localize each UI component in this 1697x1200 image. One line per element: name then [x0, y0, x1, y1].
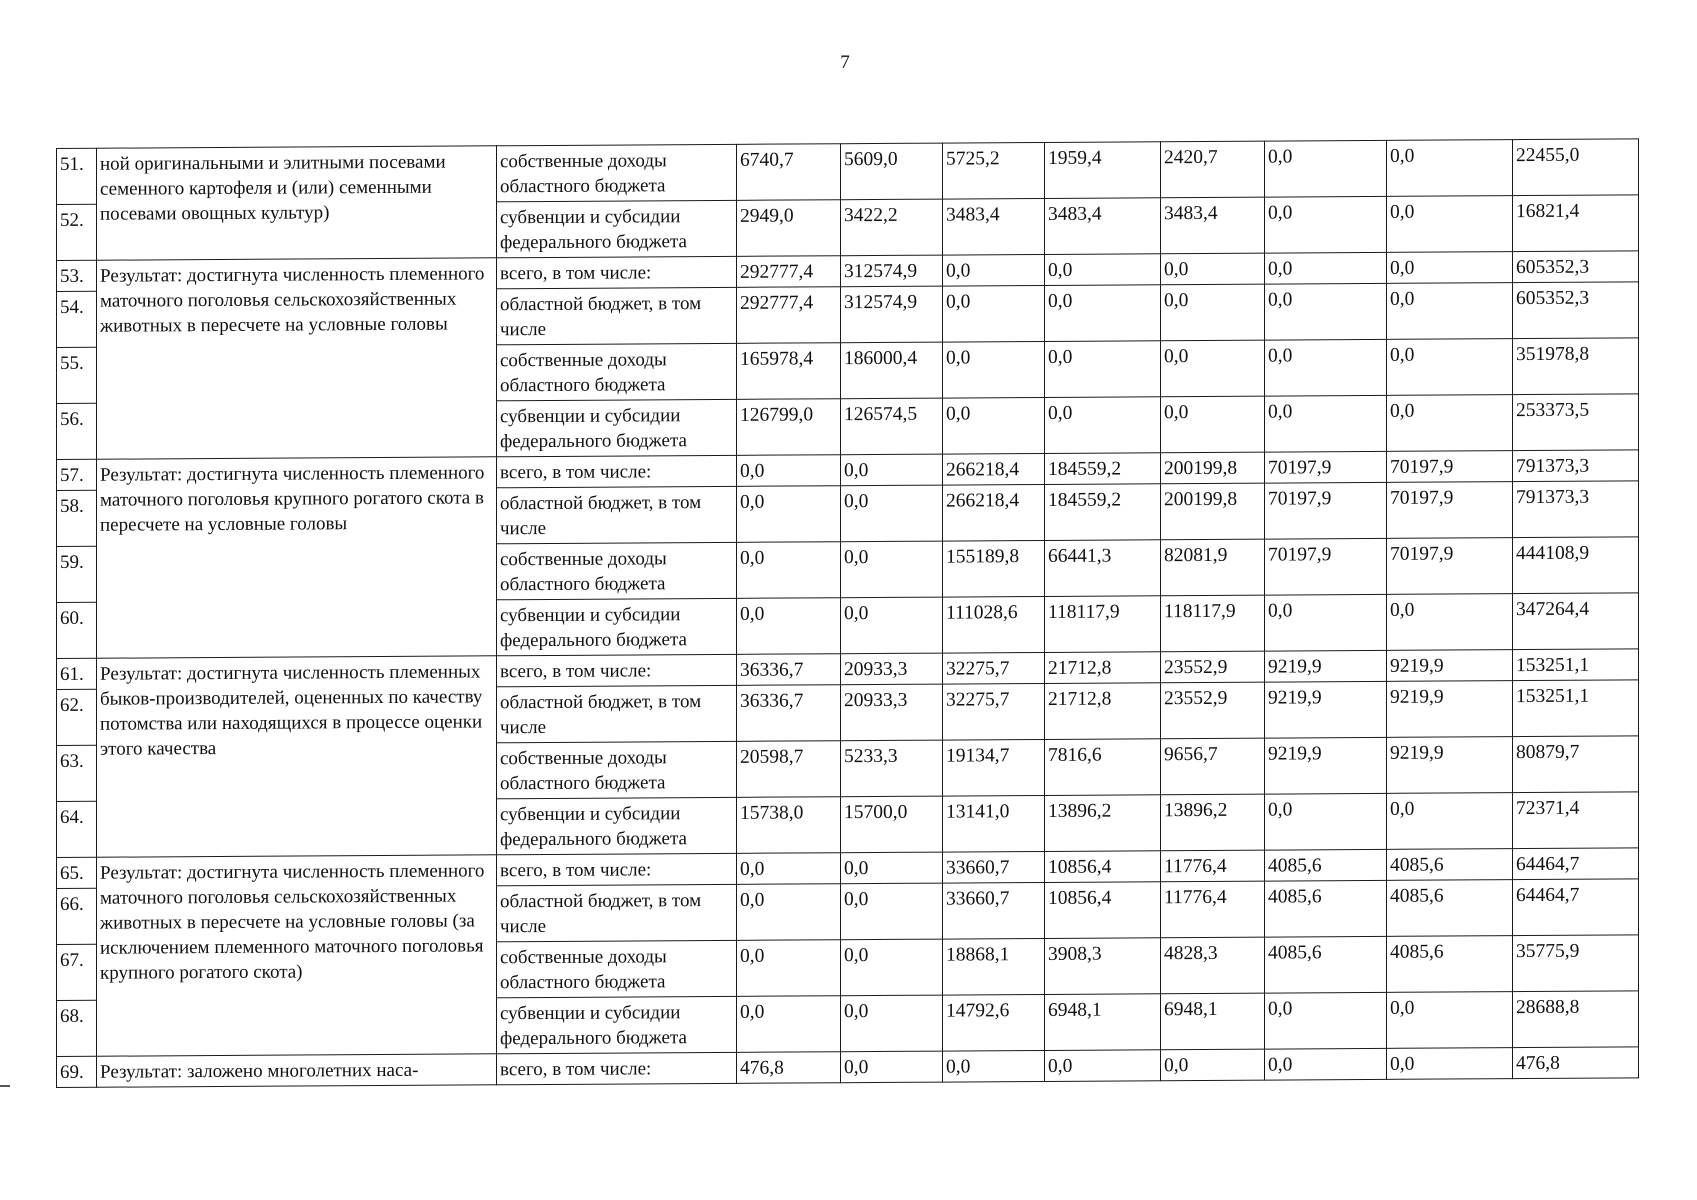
funding-source: собственные доходы областного бюджета [497, 542, 737, 599]
row-number: 65. [57, 857, 97, 888]
value-cell: 9656,7 [1161, 738, 1265, 795]
value-cell: 0,0 [1387, 793, 1513, 850]
value-cell: 6948,1 [1045, 994, 1161, 1051]
funding-source: субвенции и субсидии федерального бюджета [497, 598, 737, 655]
margin-mark [0, 1085, 10, 1087]
funding-source: всего, в том числе: [497, 1052, 737, 1084]
value-cell: 6740,7 [737, 144, 841, 201]
funding-source: субвенции и субсидии федерального бюджета [497, 797, 737, 854]
total-value-cell: 153251,1 [1513, 680, 1639, 737]
value-cell: 6948,1 [1161, 993, 1265, 1050]
value-cell: 266218,4 [943, 484, 1045, 541]
funding-source: всего, в том числе: [497, 455, 737, 487]
funding-source: собственные доходы областного бюджета [497, 741, 737, 798]
value-cell: 0,0 [1387, 1048, 1513, 1080]
value-cell: 70197,9 [1387, 538, 1513, 595]
funding-source: областной бюджет, в том числе [497, 486, 737, 543]
value-cell: 476,8 [737, 1052, 841, 1084]
value-cell: 9219,9 [1265, 681, 1387, 738]
value-cell: 7816,6 [1045, 739, 1161, 796]
value-cell: 200199,8 [1161, 452, 1265, 484]
total-value-cell: 605352,3 [1513, 251, 1639, 283]
value-cell: 4085,6 [1387, 936, 1513, 993]
value-cell: 23552,9 [1161, 651, 1265, 683]
value-cell: 0,0 [1265, 793, 1387, 850]
row-number: 67. [57, 944, 97, 1000]
value-cell: 0,0 [737, 542, 841, 599]
value-cell: 0,0 [1265, 196, 1387, 253]
value-cell: 0,0 [841, 995, 943, 1052]
value-cell: 70197,9 [1387, 482, 1513, 539]
value-cell: 32275,7 [943, 683, 1045, 740]
value-cell: 0,0 [1265, 140, 1387, 197]
value-cell: 21712,8 [1045, 652, 1161, 684]
value-cell: 4085,6 [1265, 849, 1387, 881]
value-cell: 9219,9 [1387, 737, 1513, 794]
value-cell: 23552,9 [1161, 682, 1265, 739]
value-cell: 66441,3 [1045, 540, 1161, 597]
value-cell: 3483,4 [1045, 198, 1161, 255]
total-value-cell: 791373,3 [1513, 481, 1639, 538]
value-cell: 0,0 [1045, 254, 1161, 286]
value-cell: 0,0 [1045, 1050, 1161, 1082]
value-cell: 0,0 [943, 1050, 1045, 1082]
value-cell: 18868,1 [943, 938, 1045, 995]
value-cell: 0,0 [1387, 339, 1513, 396]
row-number: 51. [57, 148, 97, 204]
value-cell: 0,0 [1161, 253, 1265, 285]
value-cell: 9219,9 [1265, 650, 1387, 682]
value-cell: 186000,4 [841, 342, 943, 399]
value-cell: 0,0 [943, 254, 1045, 286]
value-cell: 266218,4 [943, 453, 1045, 485]
value-cell: 3422,2 [841, 199, 943, 256]
value-cell: 0,0 [1045, 341, 1161, 398]
row-number: 66. [57, 888, 97, 944]
value-cell: 126799,0 [737, 399, 841, 456]
value-cell: 9219,9 [1387, 681, 1513, 738]
value-cell: 0,0 [737, 455, 841, 487]
result-description: ной оригинальными и элитными посевами семенного картофеля и (или) семенными посевами овощных культур) [97, 146, 497, 260]
value-cell: 0,0 [841, 1051, 943, 1083]
value-cell: 2949,0 [737, 200, 841, 257]
value-cell: 0,0 [1387, 140, 1513, 197]
funding-source: собственные доходы областного бюджета [497, 343, 737, 400]
row-number: 60. [57, 602, 97, 658]
value-cell: 0,0 [1387, 992, 1513, 1049]
value-cell: 0,0 [943, 285, 1045, 342]
value-cell: 126574,5 [841, 398, 943, 455]
value-cell: 200199,8 [1161, 483, 1265, 540]
total-value-cell: 80879,7 [1513, 736, 1639, 793]
value-cell: 155189,8 [943, 540, 1045, 597]
row-number: 61. [57, 658, 97, 689]
total-value-cell: 351978,8 [1513, 338, 1639, 395]
value-cell: 9219,9 [1265, 737, 1387, 794]
funding-source: субвенции и субсидии федерального бюджета [497, 200, 737, 257]
total-value-cell: 605352,3 [1513, 282, 1639, 339]
value-cell: 20933,3 [841, 653, 943, 685]
value-cell: 0,0 [1265, 1048, 1387, 1080]
value-cell: 0,0 [1265, 992, 1387, 1049]
value-cell: 0,0 [841, 541, 943, 598]
total-value-cell: 64464,7 [1513, 879, 1639, 936]
value-cell: 33660,7 [943, 851, 1045, 883]
row-number: 58. [57, 490, 97, 546]
value-cell: 0,0 [737, 486, 841, 543]
value-cell: 10856,4 [1045, 882, 1161, 939]
row-number: 57. [57, 459, 97, 490]
value-cell: 0,0 [943, 341, 1045, 398]
total-value-cell: 347264,4 [1513, 593, 1639, 650]
value-cell: 118117,9 [1161, 595, 1265, 652]
value-cell: 4085,6 [1265, 880, 1387, 937]
value-cell: 70197,9 [1387, 451, 1513, 483]
total-value-cell: 28688,8 [1513, 991, 1639, 1048]
value-cell: 184559,2 [1045, 453, 1161, 485]
value-cell: 0,0 [1387, 196, 1513, 253]
value-cell: 111028,6 [943, 596, 1045, 653]
value-cell: 3483,4 [1161, 197, 1265, 254]
value-cell: 0,0 [737, 598, 841, 655]
funding-source: субвенции и субсидии федерального бюджета [497, 399, 737, 456]
total-value-cell: 791373,3 [1513, 450, 1639, 482]
value-cell: 0,0 [841, 939, 943, 996]
funding-source: всего, в том числе: [497, 256, 737, 288]
result-description: Результат: достигнута численность племенного маточного поголовья крупного рогатого скота в пересчете на условные головы [97, 457, 497, 658]
value-cell: 0,0 [841, 597, 943, 654]
funding-source: собственные доходы областного бюджета [497, 940, 737, 997]
row-number: 64. [57, 801, 97, 857]
total-value-cell: 444108,9 [1513, 537, 1639, 594]
value-cell: 3483,4 [943, 198, 1045, 255]
row-number: 56. [57, 403, 97, 459]
value-cell: 0,0 [943, 397, 1045, 454]
row-number: 63. [57, 745, 97, 801]
value-cell: 36336,7 [737, 654, 841, 686]
value-cell: 9219,9 [1387, 650, 1513, 682]
value-cell: 4085,6 [1265, 936, 1387, 993]
row-number: 69. [57, 1056, 97, 1087]
table-row [57, 139, 1639, 205]
value-cell: 14792,6 [943, 994, 1045, 1051]
value-cell: 0,0 [841, 852, 943, 884]
value-cell: 0,0 [1045, 397, 1161, 454]
result-description: Результат: достигнута численность племенного маточного поголовья сельскохозяйственных животных в пересчете на условные головы [97, 258, 497, 459]
value-cell: 0,0 [1161, 1049, 1265, 1081]
value-cell: 5233,3 [841, 740, 943, 797]
row-number: 62. [57, 689, 97, 745]
value-cell: 13141,0 [943, 795, 1045, 852]
value-cell: 5609,0 [841, 143, 943, 200]
value-cell: 0,0 [737, 940, 841, 997]
value-cell: 11776,4 [1161, 850, 1265, 882]
value-cell: 0,0 [1161, 284, 1265, 341]
value-cell: 4085,6 [1387, 849, 1513, 881]
funding-source: областной бюджет, в том числе [497, 685, 737, 742]
budget-table [56, 138, 1639, 1088]
value-cell: 10856,4 [1045, 851, 1161, 883]
budget-table-sheet [56, 138, 1638, 1128]
value-cell: 3908,3 [1045, 938, 1161, 995]
result-description: Результат: достигнута численность племенных быков-производителей, оцененных по качеству потомства или находящихся в процессе оценки этого качества [97, 656, 497, 857]
value-cell: 36336,7 [737, 685, 841, 742]
value-cell: 70197,9 [1265, 482, 1387, 539]
total-value-cell: 72371,4 [1513, 792, 1639, 849]
total-value-cell: 35775,9 [1513, 935, 1639, 992]
row-number: 54. [57, 291, 97, 347]
page-number: 7 [840, 52, 850, 73]
value-cell: 0,0 [841, 454, 943, 486]
value-cell: 13896,2 [1161, 794, 1265, 851]
value-cell: 0,0 [737, 884, 841, 941]
total-value-cell: 476,8 [1513, 1047, 1639, 1079]
value-cell: 15738,0 [737, 797, 841, 854]
row-number: 52. [57, 204, 97, 260]
value-cell: 0,0 [1265, 594, 1387, 651]
result-description: Результат: заложено многолетних наса- [97, 1054, 497, 1087]
value-cell: 20933,3 [841, 684, 943, 741]
value-cell: 0,0 [1265, 339, 1387, 396]
value-cell: 4828,3 [1161, 937, 1265, 994]
value-cell: 0,0 [1265, 252, 1387, 284]
value-cell: 21712,8 [1045, 683, 1161, 740]
value-cell: 11776,4 [1161, 881, 1265, 938]
row-number: 53. [57, 260, 97, 291]
value-cell: 13896,2 [1045, 795, 1161, 852]
value-cell: 184559,2 [1045, 484, 1161, 541]
row-number: 68. [57, 1000, 97, 1056]
value-cell: 165978,4 [737, 343, 841, 400]
value-cell: 0,0 [841, 485, 943, 542]
row-number: 55. [57, 347, 97, 403]
value-cell: 0,0 [1161, 340, 1265, 397]
value-cell: 15700,0 [841, 796, 943, 853]
value-cell: 118117,9 [1045, 596, 1161, 653]
value-cell: 20598,7 [737, 741, 841, 798]
row-number: 59. [57, 546, 97, 602]
funding-source: всего, в том числе: [497, 853, 737, 885]
total-value-cell: 153251,1 [1513, 649, 1639, 681]
funding-source: всего, в том числе: [497, 654, 737, 686]
funding-source: областной бюджет, в том числе [497, 287, 737, 344]
value-cell: 0,0 [1161, 396, 1265, 453]
value-cell: 4085,6 [1387, 880, 1513, 937]
value-cell: 0,0 [737, 853, 841, 885]
value-cell: 0,0 [841, 883, 943, 940]
value-cell: 0,0 [1387, 252, 1513, 284]
value-cell: 292777,4 [737, 287, 841, 344]
funding-source: субвенции и субсидии федерального бюджета [497, 996, 737, 1053]
value-cell: 32275,7 [943, 652, 1045, 684]
value-cell: 33660,7 [943, 882, 1045, 939]
value-cell: 312574,9 [841, 286, 943, 343]
total-value-cell: 253373,5 [1513, 394, 1639, 451]
value-cell: 0,0 [1265, 283, 1387, 340]
value-cell: 5725,2 [943, 142, 1045, 199]
value-cell: 2420,7 [1161, 141, 1265, 198]
value-cell: 19134,7 [943, 739, 1045, 796]
value-cell: 0,0 [1265, 395, 1387, 452]
total-value-cell: 16821,4 [1513, 195, 1639, 252]
funding-source: собственные доходы областного бюджета [497, 144, 737, 201]
value-cell: 70197,9 [1265, 451, 1387, 483]
value-cell: 70197,9 [1265, 538, 1387, 595]
value-cell: 0,0 [1387, 594, 1513, 651]
value-cell: 292777,4 [737, 256, 841, 288]
result-description: Результат: достигнута численность племенного маточного поголовья сельскохозяйственных животных в пересчете на условные головы (за исключением племенного маточного поголовья крупного рогатого скота) [97, 855, 497, 1056]
funding-source: областной бюджет, в том числе [497, 884, 737, 941]
value-cell: 0,0 [1387, 283, 1513, 340]
value-cell: 312574,9 [841, 255, 943, 287]
value-cell: 0,0 [1045, 285, 1161, 342]
total-value-cell: 64464,7 [1513, 848, 1639, 880]
value-cell: 0,0 [1387, 395, 1513, 452]
total-value-cell: 22455,0 [1513, 139, 1639, 196]
value-cell: 1959,4 [1045, 142, 1161, 199]
value-cell: 0,0 [737, 996, 841, 1053]
value-cell: 82081,9 [1161, 539, 1265, 596]
